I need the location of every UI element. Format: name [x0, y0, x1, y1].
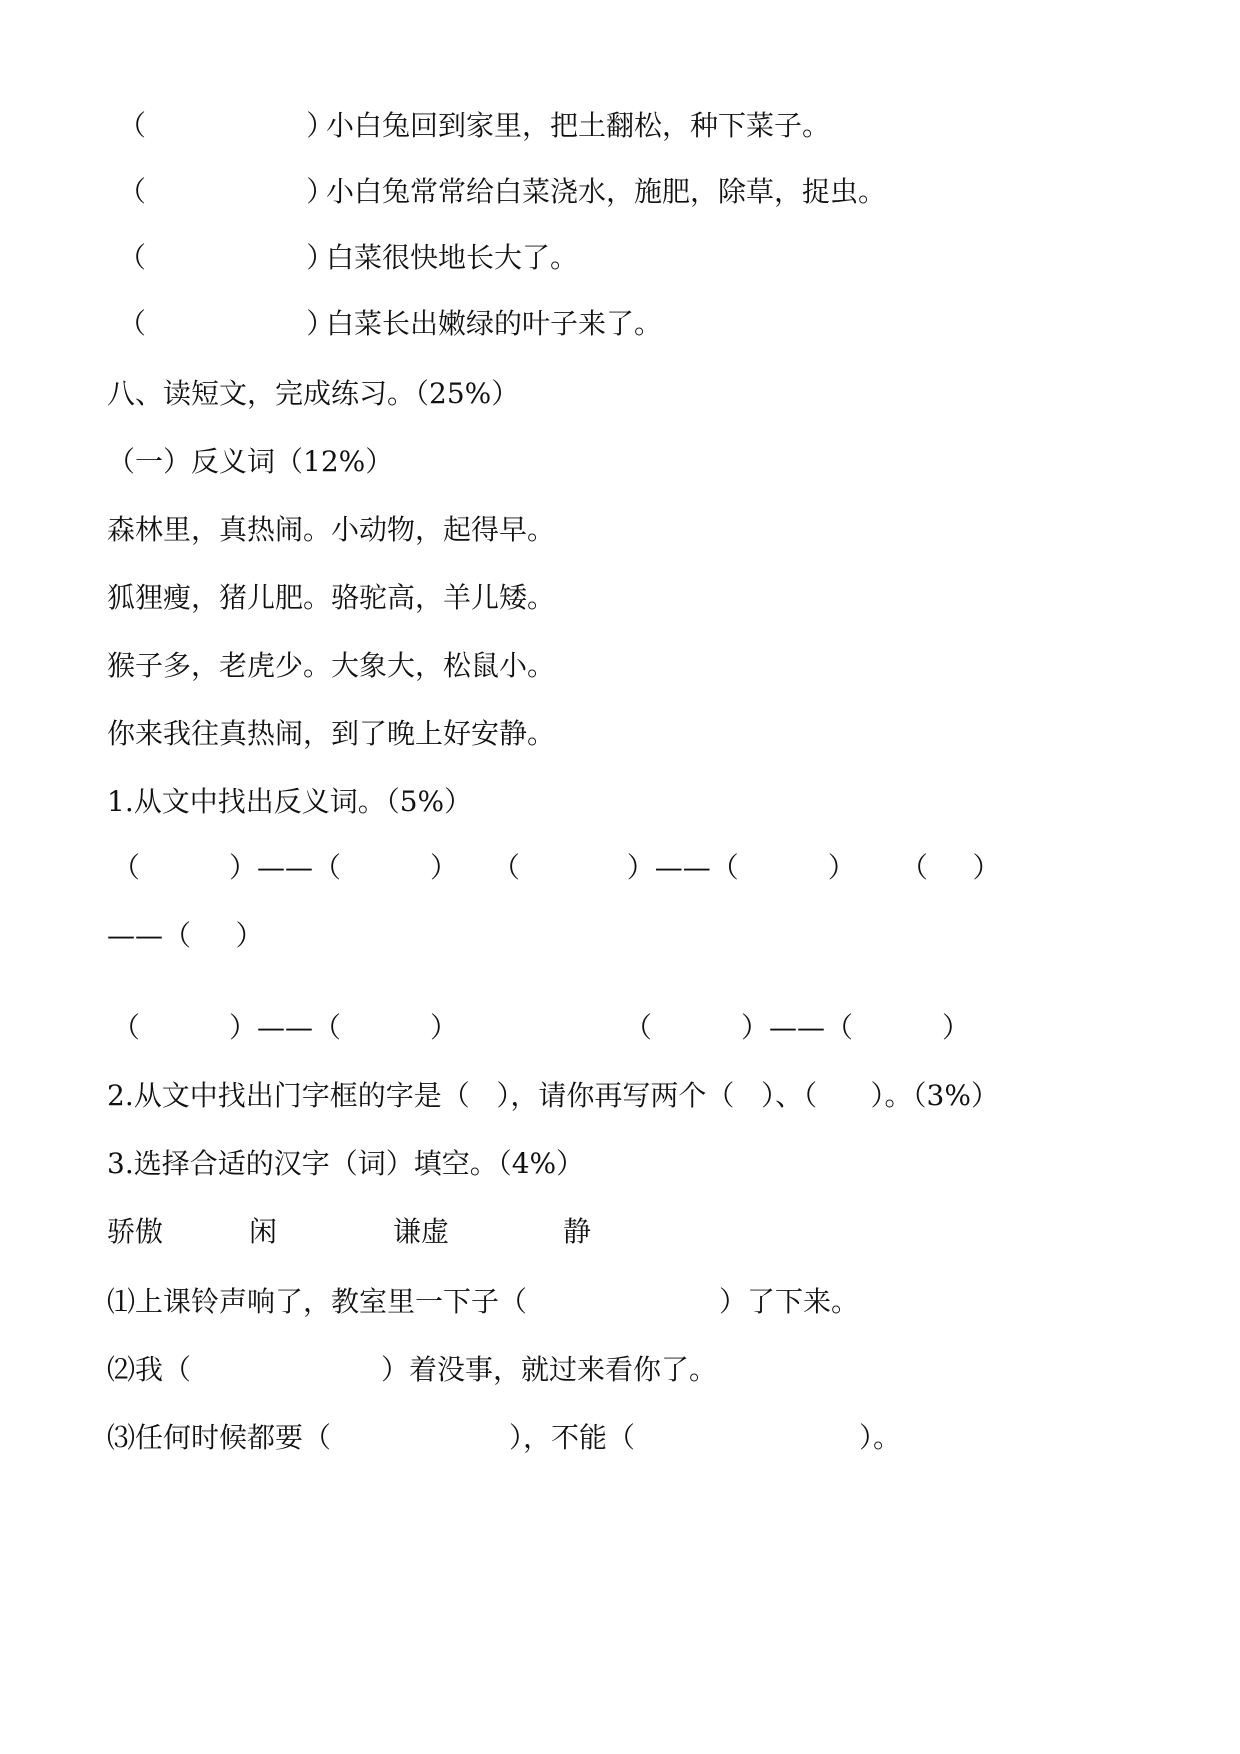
antonym-pair-continued[interactable]: ——（ ） — [107, 919, 264, 952]
fill-blank[interactable] — [495, 1284, 673, 1320]
order-text: 小白兔回到家里，把土翻松，种下菜子。 — [326, 109, 831, 142]
fill-blank[interactable] — [185, 1352, 345, 1388]
fill-item — [107, 1420, 1007, 1636]
section-title: 八、读短文，完成练习。（25%） — [107, 377, 520, 410]
antonym-pair-blank[interactable]: （ ）——（ ） — [492, 851, 856, 884]
question-3-label: 3.选择合适的汉字（词）填空。（4%） — [107, 1147, 585, 1180]
fill-text: ⑶任何时候都要（ — [107, 1421, 332, 1454]
word-option: 静 — [563, 1215, 592, 1248]
fill-text: ⑵我（ — [107, 1353, 192, 1386]
order-blank[interactable]: （ ） — [118, 175, 335, 208]
fill-blank[interactable] — [627, 1420, 814, 1456]
order-text: 白菜很快地长大了。 — [326, 241, 579, 274]
subsection-title: （一）反义词（12%） — [107, 445, 394, 478]
question-2-label: 2.从文中找出门字框的字是（ ），请你再写两个（ ）、（ ）。（3%） — [107, 1079, 999, 1112]
poem-line: 森林里，真热闹。小动物，起得早。 — [107, 513, 556, 546]
word-option: 闲 — [249, 1215, 278, 1248]
antonym-pair-blank[interactable]: （ ）——（ ） — [624, 1011, 971, 1044]
order-blank[interactable]: （ ） — [118, 307, 335, 340]
poem-line: 猴子多，老虎少。大象大，松鼠小。 — [107, 649, 556, 682]
fill-text: ⑴上课铃声响了，教室里一下子（ — [107, 1285, 528, 1318]
order-text: 小白兔常常给白菜浇水，施肥，除草，捉虫。 — [326, 175, 887, 208]
fill-text: ）了下来。 — [719, 1285, 860, 1318]
fill-blank[interactable] — [315, 1420, 466, 1456]
order-text: 白菜长出嫩绿的叶子来了。 — [326, 307, 663, 340]
poem-line: 你来我往真热闹，到了晚上好安静。 — [107, 717, 556, 750]
antonym-pair-blank[interactable]: （ ）——（ ） — [112, 1011, 459, 1044]
antonym-pair-blank[interactable]: （ ） — [900, 851, 1001, 884]
antonym-row — [112, 850, 1132, 994]
word-option: 谦虚 — [393, 1215, 450, 1248]
order-blank[interactable]: （ ） — [118, 109, 335, 142]
antonym-pair-blank[interactable]: （ ）——（ ） — [112, 851, 459, 884]
fill-text: ）。 — [859, 1421, 902, 1454]
order-blank[interactable]: （ ） — [118, 241, 335, 274]
poem-line: 狐狸瘦，猪儿肥。骆驼高，羊儿矮。 — [107, 581, 556, 614]
fill-text: ）着没事，就过来看你了。 — [381, 1353, 718, 1386]
question-1-label: 1.从文中找出反义词。（5%） — [107, 785, 473, 818]
word-option: 骄傲 — [107, 1215, 164, 1248]
fill-text: ），不能（ — [509, 1421, 636, 1454]
